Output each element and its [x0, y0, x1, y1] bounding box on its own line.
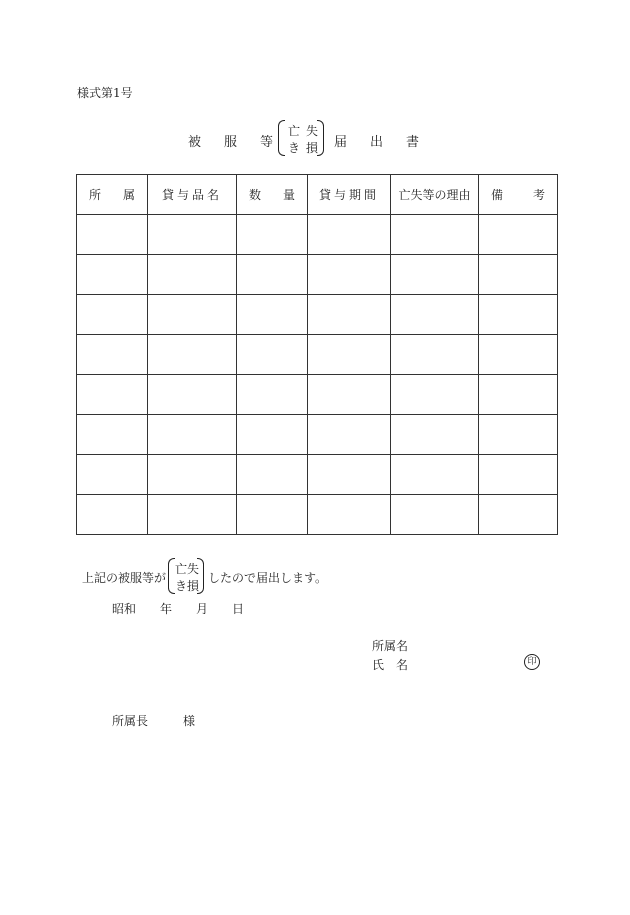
title-char: 届 — [334, 135, 348, 150]
name-label-1: 氏 — [372, 658, 385, 672]
table-row — [77, 335, 558, 375]
table-cell[interactable] — [391, 255, 479, 295]
table-row — [77, 295, 558, 335]
form-title — [188, 118, 428, 158]
header-remarks: 備 考 — [479, 175, 558, 215]
table-cell[interactable] — [237, 495, 308, 535]
header-period: 貸与期間 — [308, 175, 391, 215]
table-cell[interactable] — [237, 295, 308, 335]
table-cell[interactable] — [77, 495, 148, 535]
table-cell[interactable] — [237, 335, 308, 375]
date-month: 月 — [196, 602, 209, 616]
table-cell[interactable] — [77, 215, 148, 255]
date-era: 昭和 — [112, 602, 137, 616]
title-char: 書 — [406, 135, 420, 150]
affiliation-label: 所属名 — [372, 639, 409, 653]
table-cell[interactable] — [479, 375, 558, 415]
table-cell[interactable] — [148, 215, 237, 255]
table-cell[interactable] — [148, 455, 237, 495]
table-cell[interactable] — [308, 415, 391, 455]
table-cell[interactable] — [148, 375, 237, 415]
table-cell[interactable] — [391, 335, 479, 375]
header-quantity: 数 量 — [237, 175, 308, 215]
table-cell[interactable] — [77, 255, 148, 295]
table-row — [77, 455, 558, 495]
table-cell[interactable] — [308, 495, 391, 535]
table-cell[interactable] — [237, 375, 308, 415]
table-cell[interactable] — [391, 215, 479, 255]
addressee-title: 所属長 — [112, 714, 149, 728]
table-cell[interactable] — [237, 215, 308, 255]
statement — [82, 558, 402, 594]
table-cell[interactable] — [479, 215, 558, 255]
form-number: 様式第1号 — [77, 86, 133, 100]
table-cell[interactable] — [308, 255, 391, 295]
table-cell[interactable] — [237, 255, 308, 295]
table-cell[interactable] — [237, 415, 308, 455]
seal-mark: 印 — [524, 654, 540, 670]
table-cell[interactable] — [77, 455, 148, 495]
table-cell[interactable] — [308, 215, 391, 255]
title-char: 被 — [188, 135, 202, 150]
table-cell[interactable] — [308, 375, 391, 415]
title-char: 服 — [224, 135, 238, 150]
table-row — [77, 375, 558, 415]
table-cell[interactable] — [308, 295, 391, 335]
table-row — [77, 255, 558, 295]
table-cell[interactable] — [479, 255, 558, 295]
table-cell[interactable] — [391, 375, 479, 415]
date-day: 日 — [232, 602, 245, 616]
table-cell[interactable] — [148, 295, 237, 335]
table-cell[interactable] — [391, 415, 479, 455]
option-char: き — [288, 141, 301, 155]
option-char: 亡 — [288, 124, 301, 138]
option-text: 亡失 — [175, 562, 200, 576]
table-cell[interactable] — [77, 415, 148, 455]
table-cell[interactable] — [479, 455, 558, 495]
header-item: 貸与品名 — [148, 175, 237, 215]
table-row — [77, 495, 558, 535]
table-cell[interactable] — [479, 415, 558, 455]
table-cell[interactable] — [77, 335, 148, 375]
table-cell[interactable] — [237, 455, 308, 495]
table-cell[interactable] — [391, 455, 479, 495]
addressee-honorific: 様 — [183, 714, 196, 728]
table-cell[interactable] — [479, 495, 558, 535]
table-cell[interactable] — [77, 295, 148, 335]
title-options-bracket — [278, 120, 324, 156]
title-char: 等 — [260, 135, 274, 150]
table-cell[interactable] — [148, 415, 237, 455]
statement-suffix: したので届出します。 — [208, 571, 328, 585]
statement-prefix: 上記の被服等が — [82, 571, 167, 585]
table-cell[interactable] — [308, 455, 391, 495]
table-cell[interactable] — [391, 295, 479, 335]
table-cell[interactable] — [479, 295, 558, 335]
date-year: 年 — [160, 602, 173, 616]
table-row — [77, 415, 558, 455]
name-label-2: 名 — [396, 658, 409, 672]
table-cell[interactable] — [308, 335, 391, 375]
option-char: 損 — [306, 141, 319, 155]
table-cell[interactable] — [77, 375, 148, 415]
header-affiliation: 所 属 — [77, 175, 148, 215]
items-table — [76, 174, 558, 535]
table-cell[interactable] — [391, 495, 479, 535]
table-cell[interactable] — [148, 495, 237, 535]
option-text: き損 — [175, 579, 200, 593]
title-char: 出 — [370, 135, 384, 150]
header-reason: 亡失等の理由 — [391, 175, 479, 215]
statement-options-bracket — [168, 558, 204, 594]
table-cell[interactable] — [148, 335, 237, 375]
option-char: 失 — [306, 124, 319, 138]
table-header-row — [77, 175, 558, 215]
table-cell[interactable] — [479, 335, 558, 375]
table-row — [77, 215, 558, 255]
table-cell[interactable] — [148, 255, 237, 295]
